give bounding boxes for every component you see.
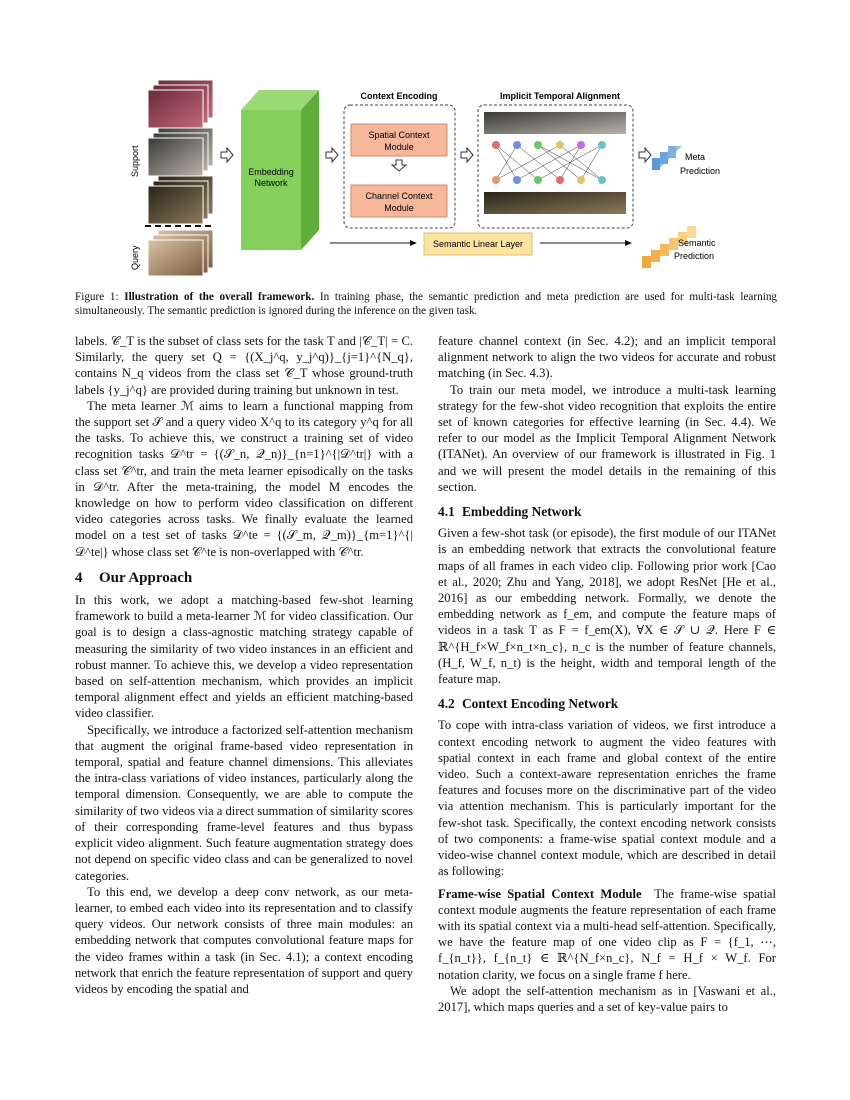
down-arrow-icon: [392, 160, 406, 171]
support-video-3: [148, 176, 213, 224]
temporal-alignment-title: Implicit Temporal Alignment: [499, 91, 621, 101]
support-video-2: [148, 128, 213, 176]
embedding-network-box: [241, 90, 319, 250]
left-paragraph-1: labels. 𝒞_T is the subset of class sets for the task T and |𝒞_T| = C. Similarly, the query set Q = {(X_j^q, y_j^q)}_{j=1}^{N_q}, contains N_q videos from the class set 𝒞_T whose ground-truth labels {y_j^q} are provided during training but unknown in test.: [75, 334, 413, 397]
meta-prediction-bar: [652, 146, 682, 170]
arrow-icon: [461, 148, 473, 162]
caption-title: Illustration of the overall framework.: [124, 291, 315, 303]
section-number: 4: [75, 569, 83, 586]
support-label: Support: [130, 145, 140, 177]
spatial-module-label-2: Module: [384, 142, 414, 152]
semantic-layer-label: Semantic Linear Layer: [432, 239, 524, 249]
embedding-label-2: Network: [254, 178, 288, 188]
meta-prediction-label-2: Prediction: [680, 166, 721, 176]
context-encoding-title: Context Encoding: [360, 91, 438, 101]
section-4-heading: [75, 570, 413, 586]
section-title: Our Approach: [99, 569, 193, 586]
embedding-label-1: Embedding: [248, 167, 294, 177]
query-label: Query: [130, 245, 140, 270]
semantic-linear-layer: [424, 233, 532, 255]
section-title: Context Encoding Network: [462, 696, 619, 712]
paragraph-body: The frame-wise spatial context module augments the feature representation of each frame with its spatial context via a multi-head self-attention. Specifically, we have the feature map of one video clip as F = {f_1, ⋯, f_{n_t}}, f_{n_t} ∈ ℝ^{N_f×n_c}, N_f = H_f × W_f. For notation clarity, we focus on a single frame f here.: [438, 886, 776, 982]
left-paragraph-2: The meta learner ℳ aims to learn a functional mapping from the support set 𝒮 and a query video X^q to its category y^q for all the tasks. To achieve this, we construct a training set of video recognition tasks 𝒟^tr = {(𝒮_n, 𝒬_n)}_{n=1}^{|𝒟^tr|} with a class set 𝒞^tr, and train the meta learner episodically on the tasks in 𝒟^tr. After the meta-training, the model M encodes the knowledge on how to perform video classification on different video categories across tasks. We finally evaluate the learned model on a test set of tasks 𝒟^te = {(𝒮_m, 𝒬_m)}_{m=1}^{|𝒟^te|} whose class set 𝒞^te is non-overlapped with 𝒞^tr.: [75, 398, 413, 559]
meta-prediction-label-1: Meta: [685, 152, 706, 162]
arrow-icon: [326, 148, 338, 162]
section-4-1-heading: [438, 504, 776, 520]
attention-graph: [496, 145, 602, 180]
arrow-icon: [639, 148, 651, 162]
right-paragraph-6: We adopt the self-attention mechanism as in [Vaswani et al., 2017], which maps queries and a set of key-value pairs to: [438, 983, 776, 1014]
bottom-frame-strip: [484, 192, 626, 214]
semantic-prediction-label-1: Semantic: [678, 238, 716, 248]
arrow-icon: [221, 148, 233, 162]
right-paragraph-2: To train our meta model, we introduce a multi-task learning strategy for the few-shot video recognition that exploits the entire set of known categories for effective learning (in Sec. 4.4). We refer to our model as the Implicit Temporal Alignment Network (ITANet). An overview of our framework is illustrated in Fig. 1 and we will present the model details in the remaining of this section.: [438, 382, 776, 494]
left-paragraph-4: Specifically, we introduce a factorized self-attention mechanism that augment the original frame-based video representation in temporal, spatial and feature channel dimensions. This alleviates the intra-class variations of video instances, particularly along the temporal dimension. Consequently, we are able to compute the similarity of two videos via a direct summation of similarity scores of their corresponding frame-level features and thus bypass explicit video alignment. Such feature augmentation strategy does not depend on specific video class and can be generalized to novel categories.: [75, 722, 413, 883]
paragraph-heading: Frame-wise Spatial Context Module: [438, 886, 642, 901]
arrow-icon: [625, 240, 632, 246]
figure-caption: [75, 291, 777, 318]
framework-figure: [0, 0, 850, 330]
left-paragraph-5: To this end, we develop a deep conv network, as our meta-learner, to embed each video into its representation and to classify query videos. Our network consists of three main modules: an embedding network that computes convolutional feature maps for the video frames within a task (in Sec. 4.1); a context encoding network that enrich the feature representation of support and query videos by encoding the spatial and: [75, 884, 413, 996]
left-column: [75, 333, 413, 997]
spatial-module-label-1: Spatial Context: [368, 130, 430, 140]
channel-context-module: [351, 185, 447, 217]
framework-diagram: [0, 0, 850, 290]
right-paragraph-1: feature channel context (in Sec. 4.2); and an implicit temporal alignment network to align the two videos for accurate and robust matching (in Sec. 4.3).: [438, 334, 776, 381]
caption-prefix: Figure 1:: [75, 291, 125, 303]
channel-module-label-2: Module: [384, 203, 414, 213]
support-video-1: [148, 80, 213, 128]
semantic-prediction-label-2: Prediction: [674, 251, 715, 261]
section-number: 4.2: [438, 696, 455, 712]
section-4-2-heading: [438, 696, 776, 712]
top-frame-strip: [484, 112, 626, 134]
right-column: [438, 333, 776, 1015]
spatial-context-module: [351, 124, 447, 156]
right-paragraph-3: Given a few-shot task (or episode), the first module of our ITANet is an embedding network that extracts the convolutional feature maps of all frames in each video clip. Following prior work [Cao et al., 2020; Zhu and Yang, 2018], we adopt ResNet [He et al., 2016] as our embedding network. Formally, we denote the embedding network as f_em, and compute the feature maps of videos in a task T as F = f_em(X), ∀X ∈ 𝒮 ∪ 𝒬. Here F ∈ ℝ^{H_f×W_f×n_t×n_c}, n_c is the number of feature channels, (H_f, W_f, n_t) is the height, width and temporal length of the feature map.: [438, 526, 776, 687]
section-title: Embedding Network: [462, 504, 582, 520]
section-number: 4.1: [438, 504, 455, 520]
right-paragraph-4: To cope with intra-class variation of videos, we first introduce a context encoding network to augment the video features with spatial context in each frame and global context of the entire video. Such a context-aware representation enriches the frame features and focuses more on the discriminative part of the video via attention mechanism. This is particularly important for the few-shot task. Specifically, the context encoding network consists of two components: a frame-wise spatial context module and a video-wise channel context module, which are described in detail as following:: [438, 718, 776, 879]
arrow-icon: [410, 240, 417, 246]
left-paragraph-3: In this work, we adopt a matching-based few-shot learning framework to build a meta-learner ℳ for video classification. Our goal is to design a class-agnostic matching strategy capable of measuring the similarity of two video instances in an efficient and robust manner. To achieve this, we develop a video representation based on self-attention mechanism, which provides an implicit temporal alignment effect and yields an efficient matching-based video classifier.: [75, 593, 413, 721]
right-paragraph-5: [438, 886, 776, 983]
caption-body: In training phase, the semantic prediction and meta prediction are used for multi-task learning simultaneously. The semantic prediction is ignored during the inference on the given task.: [75, 291, 778, 317]
channel-module-label-1: Channel Context: [365, 191, 433, 201]
query-video: [148, 230, 213, 276]
